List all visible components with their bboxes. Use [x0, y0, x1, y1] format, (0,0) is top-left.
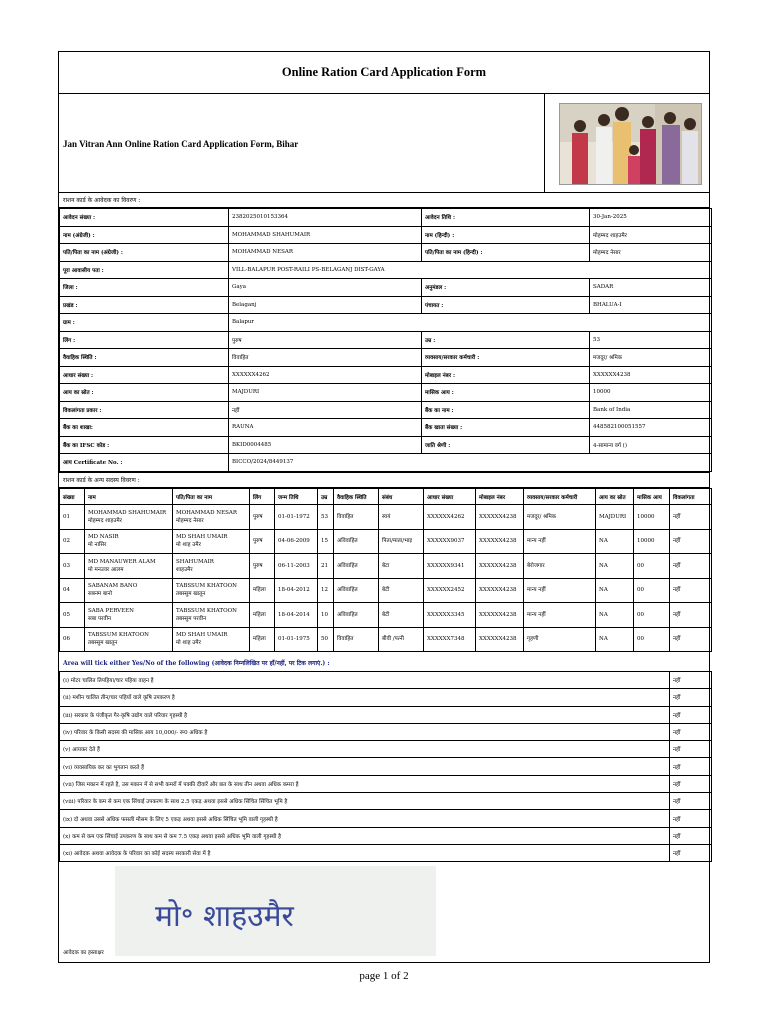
- member-father-en: MD SHAH UMAIR: [176, 632, 228, 639]
- members-column-header: पति/पिता का नाम: [173, 489, 250, 505]
- detail-label: नाम (अंग्रेजी) :: [60, 226, 229, 244]
- members-column-header: मासिक आय: [634, 489, 670, 505]
- member-gender: महिला: [250, 627, 275, 652]
- member-gender: पुरुष: [250, 554, 275, 579]
- members-column-header: विकलांगता: [670, 489, 712, 505]
- signature-area: [59, 864, 709, 964]
- member-father-en: TABSSUM KHATOON: [176, 607, 237, 614]
- member-father-hi: शाहउमैर: [176, 566, 193, 573]
- member-marital: अविवाहित: [334, 578, 379, 603]
- member-relation: स्वयं: [379, 505, 424, 530]
- member-father-en: TABSSUM KHATOON: [176, 583, 237, 590]
- member-no: 01: [60, 505, 85, 530]
- member-aadhaar: XXXXXX4262: [424, 505, 476, 530]
- member-disability: नहीं: [670, 627, 712, 652]
- detail-row: [60, 401, 712, 419]
- member-gender: पुरुष: [250, 529, 275, 554]
- detail-value: BKID0004485: [229, 436, 422, 454]
- member-income: 00: [634, 578, 670, 603]
- member-income-src: MAJDURI: [596, 505, 634, 530]
- detail-label: मासिक आय :: [422, 384, 590, 402]
- question-row: [60, 706, 712, 723]
- members-column-header: नाम: [85, 489, 173, 505]
- member-dob: 18-04-2012: [275, 578, 318, 603]
- member-mobile: XXXXXX4238: [476, 603, 524, 628]
- member-relation: बेटी: [379, 603, 424, 628]
- members-table: [59, 488, 712, 652]
- applicant-photo-cell: [544, 94, 711, 193]
- member-row: [60, 627, 712, 652]
- member-no: 06: [60, 627, 85, 652]
- member-no: 04: [60, 578, 85, 603]
- detail-value: Balapur: [229, 314, 712, 332]
- members-column-header: संख्या: [60, 489, 85, 505]
- member-income: 00: [634, 627, 670, 652]
- member-income-src: NA: [596, 603, 634, 628]
- detail-label: पंचायत :: [422, 296, 590, 314]
- member-age: 50: [318, 627, 334, 652]
- member-father-cell: [173, 529, 250, 554]
- question-answer: नहीं: [670, 723, 712, 740]
- question-answer: नहीं: [670, 672, 712, 689]
- signature-label: आवेदक का हस्ताक्षर: [63, 950, 104, 956]
- member-relation: पिता/माता/भाइ: [379, 529, 424, 554]
- detail-value: 30-Jan-2025: [590, 209, 712, 227]
- detail-value: मोहम्मद शाहउमैर: [590, 226, 712, 244]
- detail-label: ग्राम :: [60, 314, 229, 332]
- member-father-cell: [173, 554, 250, 579]
- eligibility-questions-table: [59, 671, 712, 862]
- member-name-en: MOHAMMAD SHAHUMAIR: [88, 509, 167, 516]
- member-occupation: गृहणी: [524, 627, 596, 652]
- member-age: 15: [318, 529, 334, 554]
- member-disability: नहीं: [670, 554, 712, 579]
- questions-header: Area will tick either Yes/No of the following (आवेदक निम्नलिखित पर हाँ/नहीं, पर टिक लगाएं.) :: [63, 660, 330, 667]
- question-row: [60, 793, 712, 810]
- detail-label: आधार संख्या :: [60, 366, 229, 384]
- detail-row: [60, 436, 712, 454]
- detail-value: MAJDURI: [229, 384, 422, 402]
- member-father-cell: [173, 505, 250, 530]
- member-dob: 01-01-1975: [275, 627, 318, 652]
- applicant-section-title: राशन कार्ड के आवेदक का विवरण :: [59, 193, 709, 208]
- question-answer: नहीं: [670, 775, 712, 792]
- members-column-header: लिंग: [250, 489, 275, 505]
- member-income-src: NA: [596, 554, 634, 579]
- member-dob: 06-11-2003: [275, 554, 318, 579]
- member-no: 05: [60, 603, 85, 628]
- member-occupation: मान्य नहीं: [524, 578, 596, 603]
- detail-row: [60, 454, 712, 472]
- member-name-hi: मोहम्मद शाहउमैर: [88, 517, 122, 524]
- member-row: [60, 505, 712, 530]
- member-father-cell: [173, 578, 250, 603]
- members-column-header: संबंध: [379, 489, 424, 505]
- member-name-en: TABSSUM KHATOON: [88, 632, 149, 639]
- member-name-cell: [85, 554, 173, 579]
- member-father-cell: [173, 603, 250, 628]
- members-column-header: वैवाहिक स्थिति: [334, 489, 379, 505]
- detail-value: VILL-BALAPUR POST-RAILI PS-BELAGANJ DIST-GAYA: [229, 261, 712, 279]
- detail-value: विवाहित: [229, 349, 422, 367]
- member-aadhaar: XXXXXX9037: [424, 529, 476, 554]
- member-mobile: XXXXXX4238: [476, 529, 524, 554]
- detail-value: Bank of India: [590, 401, 712, 419]
- member-row: [60, 603, 712, 628]
- member-name-hi: सबनम बानो: [88, 591, 112, 598]
- question-answer: नहीं: [670, 827, 712, 844]
- detail-row: [60, 209, 712, 227]
- question-text: (iv) परिवार के किसी सदस्य की मासिक आय 10,000/- रू0 अधिक है: [60, 723, 670, 740]
- question-row: [60, 810, 712, 827]
- member-name-cell: [85, 529, 173, 554]
- detail-value: SADAR: [590, 279, 712, 297]
- member-mobile: XXXXXX4238: [476, 627, 524, 652]
- detail-row: [60, 419, 712, 437]
- member-row: [60, 529, 712, 554]
- member-row: [60, 554, 712, 579]
- detail-value: Belaganj: [229, 296, 422, 314]
- question-row: [60, 672, 712, 689]
- member-name-cell: [85, 627, 173, 652]
- member-name-cell: [85, 505, 173, 530]
- member-income: 10000: [634, 505, 670, 530]
- member-name-en: MD NASIR: [88, 534, 119, 541]
- member-disability: नहीं: [670, 505, 712, 530]
- question-text: (x) कम से कम एक सिंचाई उपकरण के साथ कम से कम 7.5 एकड़ अथवा इससे अधिक भूमि वाली गृहस्थी है: [60, 827, 670, 844]
- detail-value: 448582100051557: [590, 419, 712, 437]
- question-row: [60, 741, 712, 758]
- detail-value: XXXXXX4262: [229, 366, 422, 384]
- member-marital: अविवाहित: [334, 554, 379, 579]
- form-title: Online Ration Card Application Form: [59, 52, 709, 94]
- form-page: [58, 51, 710, 963]
- detail-label: बैंक का शाखा:: [60, 419, 229, 437]
- question-row: [60, 844, 712, 861]
- detail-row: [60, 244, 712, 262]
- question-text: (v) आयकर देते हैं: [60, 741, 670, 758]
- member-age: 12: [318, 578, 334, 603]
- member-father-hi: मो शाह उमैर: [176, 640, 201, 647]
- detail-label: जाति श्रेणी :: [422, 436, 590, 454]
- question-answer: नहीं: [670, 758, 712, 775]
- member-name-en: SABA PERVEEN: [88, 607, 134, 614]
- member-occupation: बेरोजगार: [524, 554, 596, 579]
- detail-value: नहीं: [229, 401, 422, 419]
- detail-row: [60, 226, 712, 244]
- member-father-hi: मो शाह उमैर: [176, 542, 201, 549]
- member-disability: नहीं: [670, 578, 712, 603]
- family-photo: [559, 103, 702, 185]
- detail-value: पुरुष: [229, 331, 422, 349]
- question-text: (xi) आवेदक अथवा आवेदक के परिवार का कोई सदस्य सरकारी सेवा में है: [60, 844, 670, 861]
- detail-value: BICCO/2024/8449137: [229, 454, 712, 472]
- question-text: (i) मोटर चालित तिपहिया/चार पहिया वाहन है: [60, 672, 670, 689]
- signature-text: मो॰ शाहउमैर: [155, 899, 294, 934]
- detail-label: आय Certificate No. :: [60, 454, 229, 472]
- detail-label: पति/पिता का नाम (अंग्रेजी) :: [60, 244, 229, 262]
- question-answer: नहीं: [670, 844, 712, 861]
- detail-value: MOHAMMAD SHAHUMAIR: [229, 226, 422, 244]
- members-section-title: राशन कार्ड के अन्य सदस्य विवरण :: [59, 472, 709, 488]
- detail-label: बैंक का नाम :: [422, 401, 590, 419]
- detail-value: 10000: [590, 384, 712, 402]
- member-disability: नहीं: [670, 529, 712, 554]
- question-answer: नहीं: [670, 689, 712, 706]
- member-father-hi: तबस्सुम खातून: [176, 591, 206, 598]
- detail-value: मजदूर/ श्रमिक: [590, 349, 712, 367]
- question-answer: नहीं: [670, 810, 712, 827]
- question-text: (iii) सरकार के पंजीकृत गैर-कृषि उद्योग वाले परिवार गृहस्थी है: [60, 706, 670, 723]
- member-father-en: MD SHAH UMAIR: [176, 534, 228, 541]
- question-text: (vi) व्यवसायिक कर का भुगतान करते हैं: [60, 758, 670, 775]
- member-aadhaar: XXXXXX7348: [424, 627, 476, 652]
- members-column-header: आय का स्रोत: [596, 489, 634, 505]
- member-name-hi: मो नासिर: [88, 542, 107, 549]
- question-row: [60, 827, 712, 844]
- detail-label: अनुमंडल :: [422, 279, 590, 297]
- member-income: 10000: [634, 529, 670, 554]
- member-income-src: NA: [596, 578, 634, 603]
- member-relation: बीवी /पत्नी: [379, 627, 424, 652]
- detail-row: [60, 296, 712, 314]
- member-occupation: मान्य नहीं: [524, 529, 596, 554]
- question-answer: नहीं: [670, 793, 712, 810]
- detail-label: पति/पिता का नाम (हिन्दी) :: [422, 244, 590, 262]
- form-header: [59, 94, 709, 193]
- member-gender: महिला: [250, 603, 275, 628]
- member-aadhaar: XXXXXX9341: [424, 554, 476, 579]
- detail-label: मोबाइल नंबर :: [422, 366, 590, 384]
- member-father-en: MOHAMMAD NESAR: [176, 509, 238, 516]
- member-age: 53: [318, 505, 334, 530]
- detail-label: प्रखंड :: [60, 296, 229, 314]
- detail-value: BHALUA-I: [590, 296, 712, 314]
- detail-label: बैंक का IFSC कोड :: [60, 436, 229, 454]
- detail-label: आवेदन तिथि :: [422, 209, 590, 227]
- member-name-cell: [85, 603, 173, 628]
- detail-label: जिला :: [60, 279, 229, 297]
- detail-value: 53: [590, 331, 712, 349]
- detail-value: XXXXXX4238: [590, 366, 712, 384]
- question-text: (ix) दो अथवा उससे अधिक फसली मौसम के लिए 5 एकड़ अथवा इससे अधिक सिंचित भूमि वाली गृहस्थी है: [60, 810, 670, 827]
- detail-value: 2382025010153364: [229, 209, 422, 227]
- member-dob: 01-01-1972: [275, 505, 318, 530]
- detail-row: [60, 261, 712, 279]
- detail-label: लिंग :: [60, 331, 229, 349]
- detail-label: उम्र :: [422, 331, 590, 349]
- member-name-cell: [85, 578, 173, 603]
- detail-value: 4-सामान्य वर्ग (): [590, 436, 712, 454]
- member-father-en: SHAHUMAIR: [176, 558, 214, 565]
- question-text: (vii) जिस मकान में रहते है, उस मकान में से सभी कमरों में पक्की दीवारें और छत के साथ तीन अथवा अधिक कमरा है: [60, 775, 670, 792]
- member-marital: अविवाहित: [334, 529, 379, 554]
- members-column-header: जन्म तिथि: [275, 489, 318, 505]
- member-gender: पुरुष: [250, 505, 275, 530]
- question-text: (ii) मशीन चालित तीन/चार पहियों वाले कृषि उपकरण है: [60, 689, 670, 706]
- detail-label: बैंक खाता संख्या :: [422, 419, 590, 437]
- detail-value: RAUNA: [229, 419, 422, 437]
- members-column-header: मोबाइल नंबर: [476, 489, 524, 505]
- detail-row: [60, 331, 712, 349]
- question-answer: नहीं: [670, 741, 712, 758]
- member-age: 10: [318, 603, 334, 628]
- member-disability: नहीं: [670, 603, 712, 628]
- member-dob: 18-04-2014: [275, 603, 318, 628]
- member-relation: बेटी: [379, 578, 424, 603]
- question-row: [60, 775, 712, 792]
- member-father-cell: [173, 627, 250, 652]
- applicant-details-table: [59, 208, 712, 472]
- detail-row: [60, 384, 712, 402]
- member-name-hi: सबा परवीन: [88, 615, 111, 622]
- member-no: 02: [60, 529, 85, 554]
- member-income-src: NA: [596, 529, 634, 554]
- detail-row: [60, 349, 712, 367]
- member-no: 03: [60, 554, 85, 579]
- member-marital: विवाहित: [334, 627, 379, 652]
- page-number: page 1 of 2: [359, 970, 409, 982]
- member-marital: अविवाहित: [334, 603, 379, 628]
- member-mobile: XXXXXX4238: [476, 505, 524, 530]
- member-relation: बेटा: [379, 554, 424, 579]
- member-age: 21: [318, 554, 334, 579]
- detail-row: [60, 279, 712, 297]
- question-row: [60, 758, 712, 775]
- member-aadhaar: XXXXXX3345: [424, 603, 476, 628]
- detail-label: आय का स्रोत :: [60, 384, 229, 402]
- member-occupation: मान्य नहीं: [524, 603, 596, 628]
- detail-label: नाम (हिन्दी) :: [422, 226, 590, 244]
- member-income: 00: [634, 554, 670, 579]
- detail-label: व्यवसाय/सरकार कर्मचारी :: [422, 349, 590, 367]
- detail-label: विकलांगता प्रकार :: [60, 401, 229, 419]
- detail-label: वैवाहिक स्थिति :: [60, 349, 229, 367]
- member-name-en: SABANAM BANO: [88, 583, 138, 590]
- members-column-header: उम्र: [318, 489, 334, 505]
- detail-value: मोहम्मद नेसार: [590, 244, 712, 262]
- question-row: [60, 723, 712, 740]
- question-row: [60, 689, 712, 706]
- detail-value: Gaya: [229, 279, 422, 297]
- member-mobile: XXXXXX4238: [476, 578, 524, 603]
- member-aadhaar: XXXXXX2452: [424, 578, 476, 603]
- member-occupation: मजदूर/ श्रमिक: [524, 505, 596, 530]
- members-column-header: व्यवसाय/सरकार कर्मचारी: [524, 489, 596, 505]
- member-name-hi: मो मनउवर आलम: [88, 566, 124, 573]
- member-income: 00: [634, 603, 670, 628]
- member-income-src: NA: [596, 627, 634, 652]
- member-gender: महिला: [250, 578, 275, 603]
- question-text: (viii) परिवार के कम से कम एक सिंचाई उपकरण के साथ 2.5 एकड़ अथवा इससे अधिक सिंचित सिंचित भूमि है: [60, 793, 670, 810]
- signature-image: [115, 866, 436, 956]
- member-name-en: MD MANAUWER ALAM: [88, 558, 156, 565]
- detail-row: [60, 366, 712, 384]
- member-mobile: XXXXXX4238: [476, 554, 524, 579]
- detail-value: MOHAMMAD NESAR: [229, 244, 422, 262]
- member-father-hi: तबस्सुम परवीन: [176, 615, 207, 622]
- question-answer: नहीं: [670, 706, 712, 723]
- member-name-hi: तबस्सुम खातून: [88, 640, 118, 647]
- member-row: [60, 578, 712, 603]
- member-marital: विवाहित: [334, 505, 379, 530]
- form-subtitle: Jan Vitran Ann Online Ration Card Application Form, Bihar: [63, 139, 299, 149]
- member-dob: 04-06-2009: [275, 529, 318, 554]
- members-column-header: आधार संख्या: [424, 489, 476, 505]
- detail-label: पूरा आवासीय पता :: [60, 261, 229, 279]
- member-father-hi: मोहम्मद नेसार: [176, 517, 204, 524]
- detail-label: आवेदन संख्या :: [60, 209, 229, 227]
- detail-row: [60, 314, 712, 332]
